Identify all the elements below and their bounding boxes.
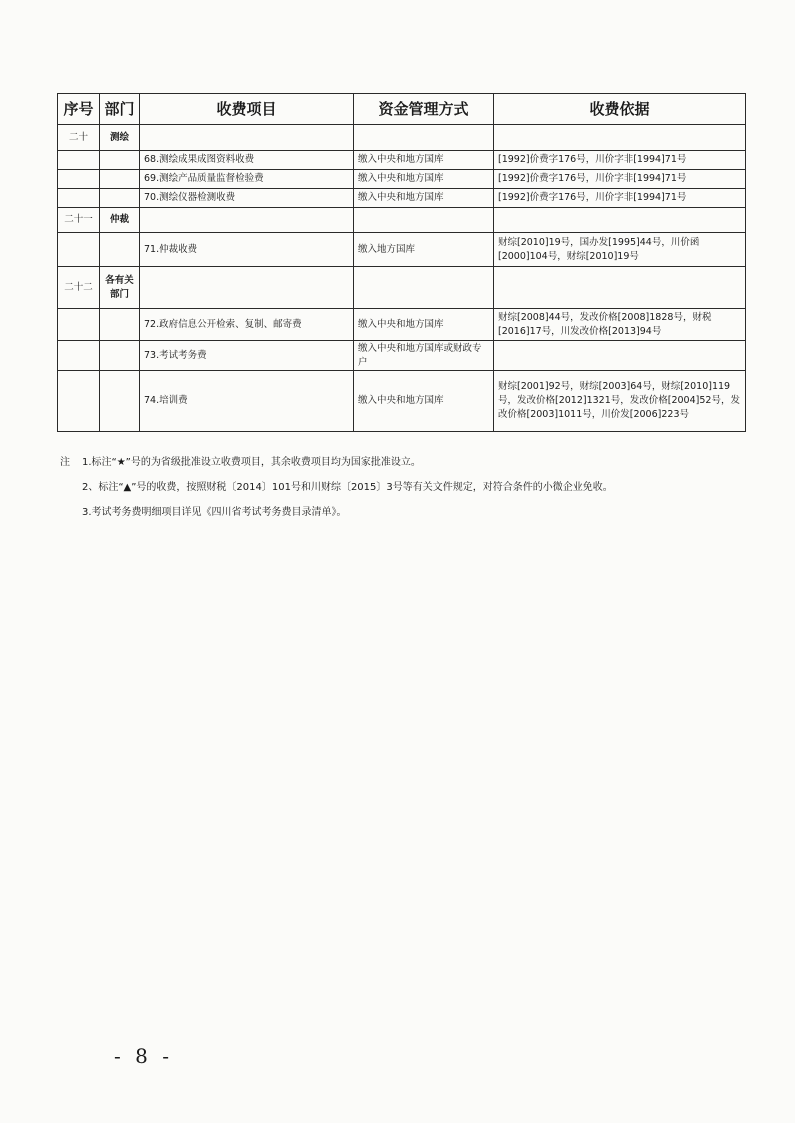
header-fund: 资金管理方式: [354, 94, 494, 125]
page-number: - 8 -: [114, 1044, 173, 1068]
fee-basis: 财综[2008]44号，发改价格[2008]1828号，财税[2016]17号，川发改价格[2013]94号: [494, 309, 746, 341]
fund-method: 缴入地方国库: [354, 233, 494, 267]
fee-table: [57, 93, 746, 432]
group-dept: 测绘: [100, 125, 140, 151]
fee-basis: [494, 341, 746, 371]
fee-basis: 财综[2010]19号，国办发[1995]44号，川价函[2000]104号，财综[2010]19号: [494, 233, 746, 267]
group-seq: 二十: [58, 125, 100, 151]
fund-method: 缴入中央和地方国库: [354, 371, 494, 432]
table-row: [58, 341, 746, 371]
fee-item: 72.政府信息公开检索、复制、邮寄费: [140, 309, 354, 341]
note-text: 3.考试考务费明细项目详见《四川省考试考务费目录清单》。: [82, 507, 347, 518]
table-row: [58, 309, 746, 341]
fee-basis: 财综[2001]92号，财综[2003]64号，财综[2010]119号，发改价格[2012]1321号，发改价格[2004]52号，发改价格[2003]1011号，川价发[2006]223号: [494, 371, 746, 432]
fee-basis: [1992]价费字176号，川价字非[1994]71号: [494, 151, 746, 170]
fee-basis: [1992]价费字176号，川价字非[1994]71号: [494, 189, 746, 208]
group-seq: 二十二: [58, 267, 100, 309]
fee-item: 73.考试考务费: [140, 341, 354, 371]
table-row: [58, 189, 746, 208]
table-row: [58, 371, 746, 432]
group-row: [58, 125, 746, 151]
group-row: [58, 267, 746, 309]
header-seq: 序号: [58, 94, 100, 125]
notes-label: 注: [60, 457, 70, 468]
header-item: 收费项目: [140, 94, 354, 125]
fee-item: 74.培训费: [140, 371, 354, 432]
note-item: [60, 481, 750, 495]
table-header-row: [58, 94, 746, 125]
fee-item: 68.测绘成果成图资料收费: [140, 151, 354, 170]
table-row: [58, 170, 746, 189]
fund-method: 缴入中央和地方国库: [354, 170, 494, 189]
header-basis: 收费依据: [494, 94, 746, 125]
table-row: [58, 151, 746, 170]
group-dept: 仲裁: [100, 208, 140, 233]
fund-method: 缴入中央和地方国库: [354, 151, 494, 170]
fund-method: 缴入中央和地方国库或财政专户: [354, 341, 494, 371]
fee-item: 71.仲裁收费: [140, 233, 354, 267]
note-text: 2、标注“▲”号的收费，按照财税〔2014〕101号和川财综〔2015〕3号等有关文件规定，对符合条件的小微企业免收。: [82, 482, 613, 493]
fund-method: 缴入中央和地方国库: [354, 309, 494, 341]
header-dept: 部门: [100, 94, 140, 125]
group-row: [58, 208, 746, 233]
note-text: 1.标注“★”号的为省级批准设立收费项目，其余收费项目均为国家批准设立。: [82, 457, 421, 468]
group-seq: 二十一: [58, 208, 100, 233]
note-item: [60, 506, 750, 520]
note-item: [60, 456, 750, 470]
notes-section: [60, 456, 750, 531]
fee-basis: [1992]价费字176号，川价字非[1994]71号: [494, 170, 746, 189]
fee-item: 69.测绘产品质量监督检验费: [140, 170, 354, 189]
table-row: [58, 233, 746, 267]
group-dept: 各有关部门: [100, 267, 140, 309]
fund-method: 缴入中央和地方国库: [354, 189, 494, 208]
fee-item: 70.测绘仪器检测收费: [140, 189, 354, 208]
